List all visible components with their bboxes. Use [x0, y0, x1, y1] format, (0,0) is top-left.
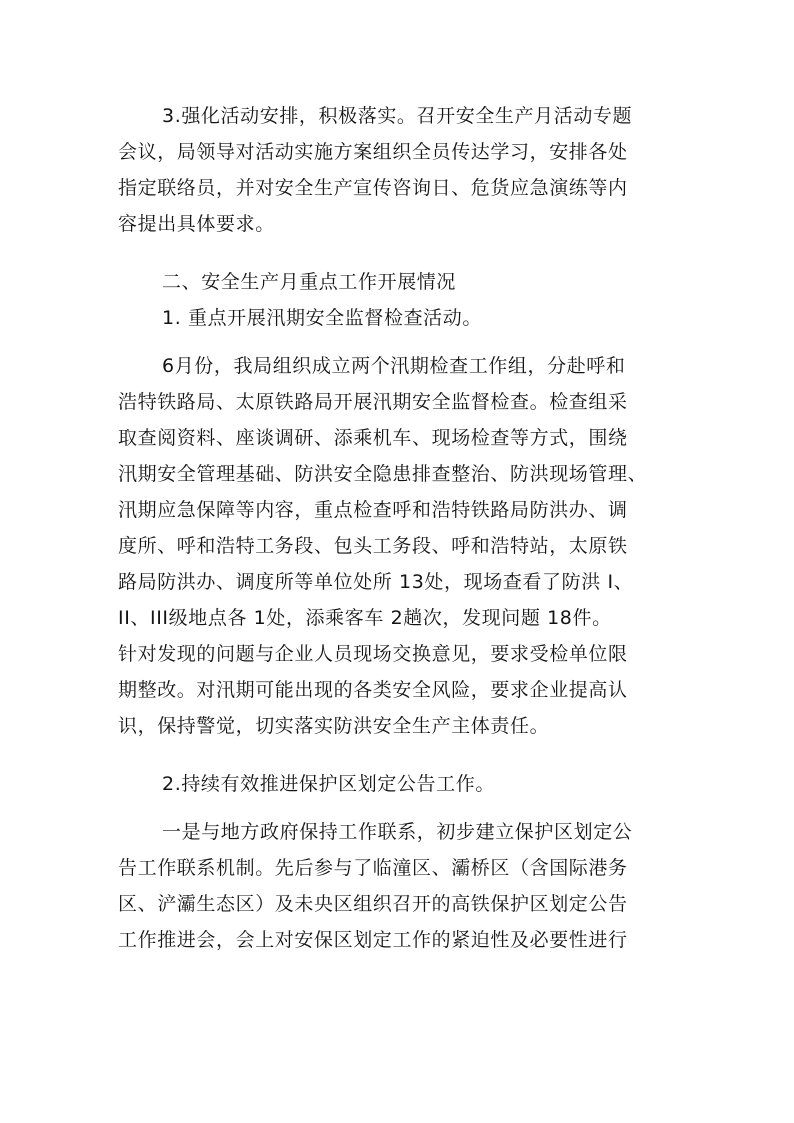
- paragraph-line: 期整改。对汛期可能出现的各类安全风险，要求企业提高认: [118, 679, 628, 701]
- paragraph-line: 路局防洪办、调度所等单位处所 13处，现场查看了防洪 I、: [118, 571, 634, 593]
- section-heading: 二、安全生产月重点工作开展情况: [162, 271, 457, 293]
- paragraph-line: 识，保持警觉，切实落实防洪安全生产主体责任。: [118, 715, 550, 737]
- paragraph-line: 汛期应急保障等内容，重点检查呼和浩特铁路局防洪办、调: [118, 499, 628, 521]
- paragraph-line: 取查阅资料、座谈调研、添乘机车、现场检查等方式，围绕: [118, 427, 628, 449]
- paragraph-line: 指定联络员，并对安全生产宣传咨询日、危货应急演练等内: [118, 177, 628, 199]
- paragraph-line: 汛期安全管理基础、防洪安全隐患排查整治、防洪现场管理、: [118, 463, 648, 485]
- subsection-heading: 2.持续有效推进保护区划定公告工作。: [162, 773, 495, 795]
- paragraph-line: II、III级地点各 1处，添乘客车 2趟次，发现问题 18件。: [118, 607, 612, 629]
- paragraph-line: 6月份，我局组织成立两个汛期检查工作组，分赴呼和: [162, 355, 626, 377]
- paragraph-line: 容提出具体要求。: [118, 213, 275, 235]
- paragraph-line: 3.强化活动安排，积极落实。召开安全生产月活动专题: [162, 105, 633, 127]
- subsection-heading: 1. 重点开展汛期安全监督检查活动。: [162, 307, 482, 329]
- paragraph-line: 浩特铁路局、太原铁路局开展汛期安全监督检查。检查组采: [118, 391, 628, 413]
- paragraph-line: 区、浐灞生态区）及未央区组织召开的高铁保护区划定公告: [118, 893, 628, 915]
- paragraph-line: 度所、呼和浩特工务段、包头工务段、呼和浩特站，太原铁: [118, 535, 628, 557]
- paragraph-line: 针对发现的问题与企业人员现场交换意见，要求受检单位限: [118, 643, 628, 665]
- paragraph-line: 告工作联系机制。先后参与了临潼区、灞桥区（含国际港务: [118, 857, 628, 879]
- paragraph-line: 会议，局领导对活动实施方案组织全员传达学习，安排各处: [118, 141, 628, 163]
- paragraph-line: 工作推进会，会上对安保区划定工作的紧迫性及必要性进行: [118, 929, 628, 951]
- paragraph-line: 一是与地方政府保持工作联系，初步建立保护区划定公: [162, 821, 633, 843]
